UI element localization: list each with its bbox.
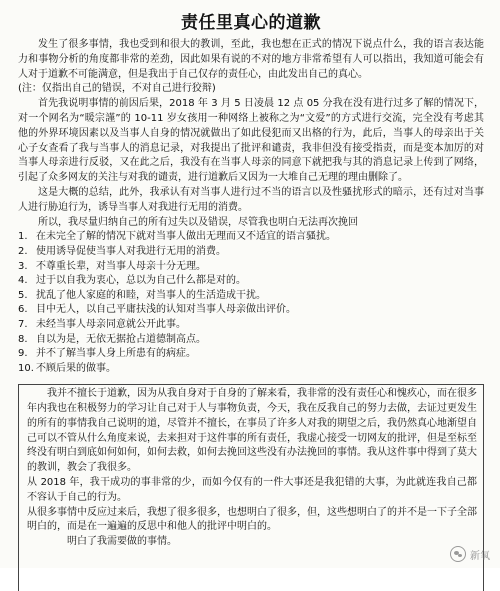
reflection-paragraph-2: 从 2018 年，我干成功的事非常的少，而如今仅有的一件大事还是我犯错的大事，为此就连我自己都不容认于自己的行为。 <box>27 477 477 503</box>
list-item: 9. 并不了解当事人身上所患有的病症。 <box>18 348 196 360</box>
list-item: 6. 目中无人，以自己平庸扶浅的认知对当事人母亲做出评价。 <box>18 304 296 316</box>
list-item: 2. 使用诱导促使当事人对我进行无用的消费。 <box>18 245 226 257</box>
closing-section <box>18 384 484 591</box>
note-paragraph: (注：仅指出自己的错误，不对自己进行狡辩) <box>18 83 216 95</box>
list-item: 1. 在未完全了解的情况下就对当事人做出无理而又不适宜的语言骚扰。 <box>18 231 336 243</box>
background-paragraph: 首先我说明事情的前因后果，2018 年 3 月 5 日凌晨 12 点 05 分我在没有进行过多了解的情况下，对一个网名为“暖宗謹”的 10-11 岁女孩用一种网络上被称之为“文爱”的方式进行交流，完全没有考虑其他的外界环境因素以及当事人自身的情况就做出了如此侵犯而又出格的行为，此后，当事人的母亲出于关心子女查看了我与当事人的消息记录，对我提出了批评和谴责，我非但没有接受指责，而是变本加厉的对当事人母亲进行反驳，又在此之后，我没有在当事人母亲的同意下就把我与其的消息记录上传到了网络，引起了众多网友的关注与对我的谴责，进行道歉后又因为一大堆自己无理的理由删除了。 <box>18 98 484 184</box>
document-title: 责任里真心的道歉 <box>181 13 321 33</box>
watermark-text: 新氧 <box>470 550 490 562</box>
list-item: 4. 过于以自我为衷心，总以为自己什么都是对的。 <box>18 275 246 287</box>
fault-list <box>18 230 484 376</box>
summary-paragraph-2: 所以，我尽量归纳自己的所有过失以及错误，尽管我也明白无法再次挽回 <box>38 216 358 228</box>
closing-line: 明白了我需要做的事情。 <box>67 536 177 548</box>
reflection-paragraph-3: 从很多事情中反应过来后，我想了很多很多，也想明白了很多，但，这些想明白了的并不是一下子全部明白的，而是在一遍遍的反思中和他人的批评中明白的。 <box>27 506 477 533</box>
list-item: 7. 未经当事人母亲同意就公开此事。 <box>18 318 186 330</box>
intro-paragraph: 发生了很多事情，我也受到和很大的教训，至此，我也想在正式的情况下说点什么，我的语言表达能力和事物分析的角度都非常的差劲，因此如果有说的不对的地方非常希望有人可以指出，我知道可能会有人对于道歉不可能满意，但是我出于自己仅存的责任心，由此发出自己的真心。 <box>18 39 484 80</box>
list-item: 8. 自以为是，无依无据抢占道德制高点。 <box>18 333 206 345</box>
list-item: 10. 不顾后果的做事。 <box>18 362 116 374</box>
watermark <box>450 546 490 562</box>
wechat-icon <box>450 546 466 562</box>
list-item: 5. 扰乱了他人家庭的和睦，对当事人的生活造成干扰。 <box>18 289 266 301</box>
list-item: 3. 不尊重长辈，对当事人母亲十分无理。 <box>18 260 206 272</box>
reflection-paragraph: 我并不擅长于道歉，因为从我自身对于自身的了解来看，我非常的没有责任心和愧疚心，而在很多年内我也在积极努力的学习让自己对于人与事物负责，今天，我在反我自己的努力去做，去证过更发生的所有的事情我自己说明的道，尽管并不擅长，在事员了许多人对我的期望之后，我仍然真心地渐望自己可以不管从什么角度来说，去来担对于这件事的所有责任，我虚心接受一切网友的批评，但是至标至终没有明白到底如何如何，如何去救，如何去挽回这些没有办法挽回的事情。我从这件事中得到了莫大的教训，教会了我很多。 <box>27 388 477 474</box>
summary-paragraph: 这是大概的总结，此外，我承认有对当事人进行过不当的语言以及性骚扰形式的暗示，还有过对当事人进行胁迫行为，诱导当事人对我进行无用的消费。 <box>18 186 484 213</box>
